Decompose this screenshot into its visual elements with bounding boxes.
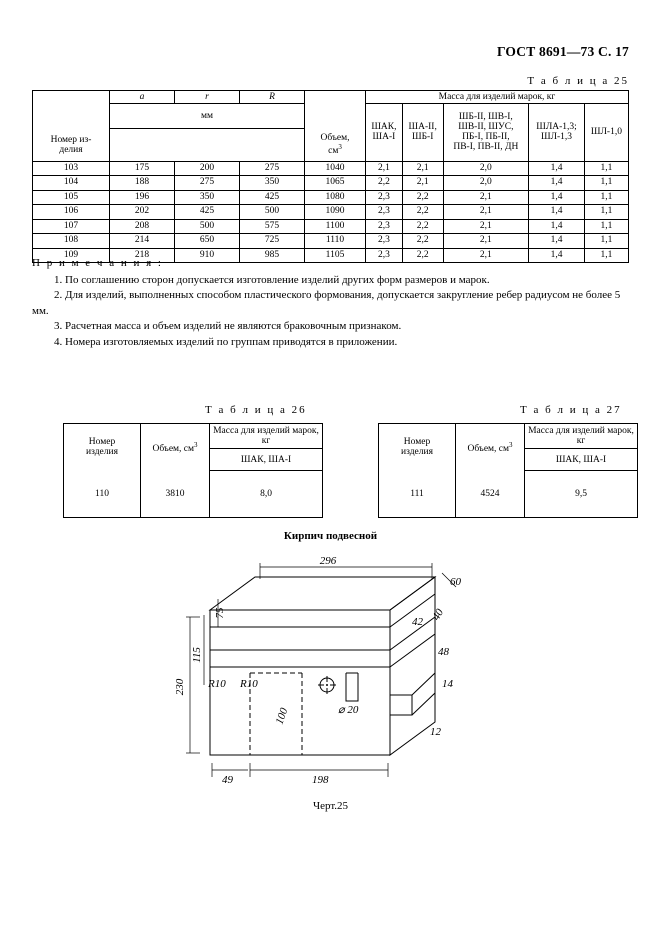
- cell-mass-2: 2,2: [402, 234, 443, 249]
- cell-mass-2: 2,2: [402, 248, 443, 263]
- cell-mass-5: 1,1: [584, 205, 628, 220]
- table26-caption: Т а б л и ц а 26: [205, 404, 307, 416]
- table-row: [33, 205, 629, 220]
- cell-volume: 1090: [305, 205, 366, 220]
- cell-item-no: 109: [33, 248, 110, 263]
- cell-mass-1: 2,3: [366, 219, 403, 234]
- cell-a: 214: [110, 234, 175, 249]
- header-volume: Объем, $см^3$: [141, 424, 210, 471]
- cell-r: 650: [175, 234, 240, 249]
- cell-mass-4: 1,4: [529, 248, 585, 263]
- dim-r10-right: R10: [240, 678, 258, 690]
- header-item-no: Номер изделия: [64, 424, 141, 471]
- cell-a: 175: [110, 161, 175, 176]
- dim-115: 115: [191, 647, 203, 663]
- header-r: r: [175, 91, 240, 104]
- cell-volume: 1105: [305, 248, 366, 263]
- cell-item-no: 111: [379, 471, 456, 518]
- cell-volume: 1080: [305, 190, 366, 205]
- dim-r10-left: R10: [208, 678, 226, 690]
- header-mark-2: ША-II, ШБ-I: [402, 104, 443, 162]
- cell-mass-4: 1,4: [529, 190, 585, 205]
- table-row: [33, 190, 629, 205]
- dim-49: 49: [222, 774, 233, 786]
- cell-mass: 9,5: [525, 471, 638, 518]
- table-row: [33, 176, 629, 191]
- cell-mass-5: 1,1: [584, 248, 628, 263]
- cell-mass: 8,0: [210, 471, 323, 518]
- cell-mass-2: 2,2: [402, 205, 443, 220]
- cell-R: 575: [240, 219, 305, 234]
- header-mm: мм: [110, 104, 305, 129]
- cell-r: 350: [175, 190, 240, 205]
- header-mark-3: ШБ-II, ШВ-I, ШВ-II, ШУС, ПБ-I, ПБ-II, ПВ-I, ПВ-II, ДН: [443, 104, 529, 162]
- cell-R: 425: [240, 190, 305, 205]
- cell-item-no: 103: [33, 161, 110, 176]
- table-26: [63, 423, 323, 518]
- cell-mass-4: 1,4: [529, 234, 585, 249]
- cell-mass-5: 1,1: [584, 234, 628, 249]
- cell-r: 425: [175, 205, 240, 220]
- cell-mass-5: 1,1: [584, 219, 628, 234]
- dim-12: 12: [430, 726, 441, 738]
- cell-mass-3: 2,1: [443, 219, 529, 234]
- header-item-no: Номер из- делия: [33, 129, 110, 162]
- cell-mass-4: 1,4: [529, 161, 585, 176]
- header-volume: Объем, $см^3$: [456, 424, 525, 471]
- cell-mass-1: 2,3: [366, 248, 403, 263]
- header-mass-group: Масса для изделий марок, кг: [525, 424, 638, 449]
- cell-R: 500: [240, 205, 305, 220]
- cell-R: 275: [240, 161, 305, 176]
- cell-item-no: 106: [33, 205, 110, 220]
- cell-volume: 1065: [305, 176, 366, 191]
- cell-R: 985: [240, 248, 305, 263]
- cell-item-no: 110: [64, 471, 141, 518]
- cell-mass-1: 2,2: [366, 176, 403, 191]
- dim-40: 40: [430, 606, 447, 623]
- table-row: [33, 161, 629, 176]
- cell-mass-5: 1,1: [584, 190, 628, 205]
- header-R: R: [240, 91, 305, 104]
- cell-a: 202: [110, 205, 175, 220]
- notes-title: П р и м е ч а н и я :: [32, 257, 163, 269]
- cell-mass-1: 2,3: [366, 205, 403, 220]
- header-mark: ШАК, ША-I: [210, 449, 323, 471]
- dim-75: 75: [214, 607, 226, 619]
- table-27: [378, 423, 638, 518]
- cell-R: 725: [240, 234, 305, 249]
- cell-mass-3: 2,1: [443, 248, 529, 263]
- cell-mass-2: 2,2: [402, 219, 443, 234]
- cell-mass-2: 2,1: [402, 161, 443, 176]
- cell-item-no: 104: [33, 176, 110, 191]
- header-mark-1: ШАК, ША-I: [366, 104, 403, 162]
- cell-mass-3: 2,0: [443, 161, 529, 176]
- cell-item-no: 105: [33, 190, 110, 205]
- cell-volume: 4524: [456, 471, 525, 518]
- cell-mass-5: 1,1: [584, 176, 628, 191]
- table-row: [33, 219, 629, 234]
- dim-14: 14: [442, 678, 453, 690]
- note-item: 3. Расчетная масса и объем изделий не являются браковочным признаком.: [54, 320, 402, 332]
- drawing-caption: Черт.25: [312, 800, 349, 812]
- dim-230: 230: [174, 678, 186, 696]
- cell-mass-4: 1,4: [529, 176, 585, 191]
- cell-mass-2: 2,2: [402, 190, 443, 205]
- cell-r: 500: [175, 219, 240, 234]
- cell-volume: 1110: [305, 234, 366, 249]
- header-mark-4: ШЛА-1,3; ШЛ-1,3: [529, 104, 585, 162]
- cell-R: 350: [240, 176, 305, 191]
- cell-a: 218: [110, 248, 175, 263]
- header-volume: Объем, $см^3$: [305, 129, 366, 162]
- cell-mass-3: 2,1: [443, 205, 529, 220]
- cell-volume: 1040: [305, 161, 366, 176]
- cell-mass-4: 1,4: [529, 219, 585, 234]
- cell-mass-3: 2,0: [443, 176, 529, 191]
- brick-isometric-svg: [150, 555, 510, 795]
- cell-mass-5: 1,1: [584, 161, 628, 176]
- table-row: [33, 234, 629, 249]
- dim-296: 296: [319, 555, 337, 567]
- dim-hole: ⌀ 20: [338, 704, 359, 716]
- cell-r: 910: [175, 248, 240, 263]
- table-25: [32, 90, 629, 263]
- cell-a: 188: [110, 176, 175, 191]
- cell-mass-2: 2,1: [402, 176, 443, 191]
- note-item: 2. Для изделий, выполненных способом пластического формования, допускается закругление ребер радиусом не более 5 мм.: [32, 289, 621, 317]
- technical-drawing: [150, 555, 510, 800]
- note-item: 4. Номера изготовляемых изделий по группам приводятся в приложении.: [54, 335, 398, 348]
- cell-item-no: 107: [33, 219, 110, 234]
- page-header: ГОСТ 8691—73 С. 17: [496, 44, 629, 59]
- cell-mass-4: 1,4: [529, 205, 585, 220]
- cell-a: 196: [110, 190, 175, 205]
- cell-mass-1: 2,3: [366, 234, 403, 249]
- cell-a: 208: [110, 219, 175, 234]
- header-mass-group: Масса для изделий марок, кг: [210, 424, 323, 449]
- header-mark-5: ШЛ-1,0: [584, 104, 628, 162]
- header-mass-group: Масса для изделий марок, кг: [366, 91, 629, 104]
- table27-caption: Т а б л и ц а 27: [520, 404, 622, 416]
- header-mark: ШАК, ША-I: [525, 449, 638, 471]
- note-item: 1. По соглашению сторон допускается изготовление изделий других форм размеров и марок.: [54, 273, 490, 286]
- drawing-title: Кирпич подвесной: [283, 530, 378, 542]
- header-item-no: Номер изделия: [379, 424, 456, 471]
- dim-42: 42: [412, 616, 423, 628]
- notes-block: [32, 256, 632, 350]
- dim-60: 60: [450, 576, 461, 588]
- dim-100: 100: [273, 706, 291, 727]
- header-a: a: [110, 91, 175, 104]
- cell-mass-3: 2,1: [443, 190, 529, 205]
- cell-item-no: 108: [33, 234, 110, 249]
- cell-mass-3: 2,1: [443, 234, 529, 249]
- dim-198: 198: [312, 774, 329, 786]
- cell-mass-1: 2,1: [366, 161, 403, 176]
- cell-r: 275: [175, 176, 240, 191]
- cell-r: 200: [175, 161, 240, 176]
- table25-caption: Т а б л и ц а 25: [527, 75, 629, 87]
- dim-48: 48: [438, 646, 449, 658]
- cell-mass-1: 2,3: [366, 190, 403, 205]
- cell-volume: 3810: [141, 471, 210, 518]
- cell-volume: 1100: [305, 219, 366, 234]
